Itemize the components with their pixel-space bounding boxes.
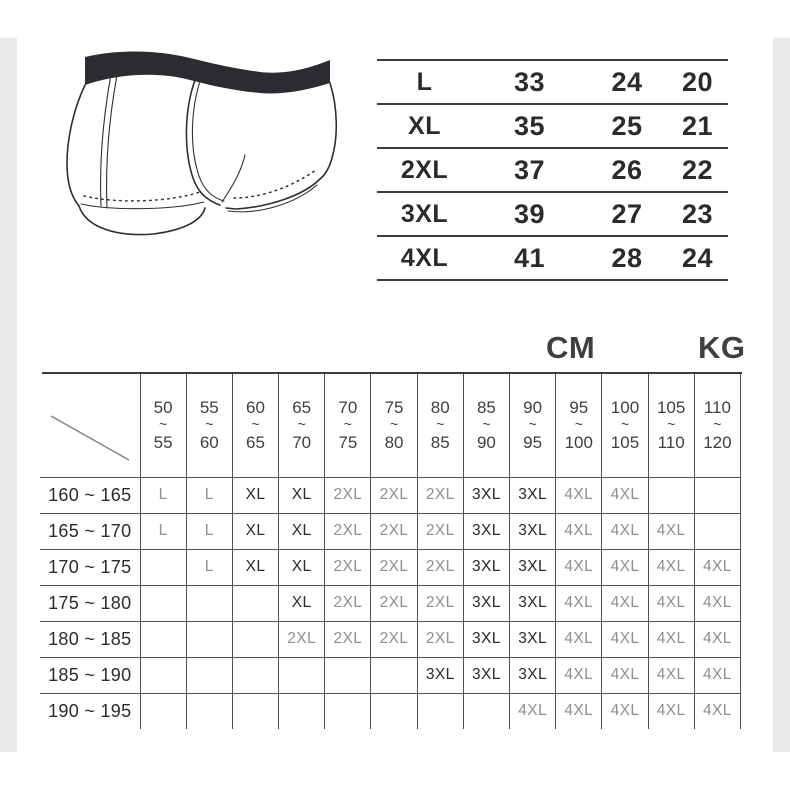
spec-row [377,103,728,147]
spec-value: 37 [513,154,546,185]
matrix-row [40,513,741,549]
size-cell: 4XL [648,657,694,693]
spec-value: 33 [513,66,546,97]
weight-range-header: 100 ~ 105 [602,374,648,477]
size-cell: 2XL [417,585,463,621]
size-cell: 2XL [417,549,463,585]
size-cell: 3XL [510,621,556,657]
diagonal-slash-icon [47,411,133,465]
size-cell: 2XL [371,585,417,621]
size-cell: 4XL [556,477,602,513]
spec-size-label: 4XL [400,243,449,272]
size-cell: 3XL [463,477,509,513]
size-cell: 4XL [694,585,740,621]
matrix-row [40,621,741,657]
empty-cell [694,477,740,513]
size-cell: 2XL [325,585,371,621]
spec-value: 23 [681,198,714,229]
size-cell: 4XL [648,549,694,585]
size-cell: XL [232,477,278,513]
unit-label-kg: KG [698,330,746,365]
size-cell: XL [232,513,278,549]
size-cell: 4XL [602,657,648,693]
weight-range-header: 80 ~ 85 [417,374,463,477]
spec-value: 22 [681,154,714,185]
empty-cell [417,693,463,729]
empty-cell [325,693,371,729]
empty-cell [232,585,278,621]
size-cell: 2XL [371,621,417,657]
size-cell: XL [279,585,325,621]
height-range-label: 180 ~ 185 [40,621,140,657]
size-cell: 4XL [556,621,602,657]
matrix-body [40,477,741,729]
size-cell: 4XL [648,693,694,729]
height-range-label: 185 ~ 190 [40,657,140,693]
size-cell: 3XL [417,657,463,693]
empty-cell [279,693,325,729]
size-cell: XL [279,549,325,585]
size-cell: 3XL [510,585,556,621]
spec-value: 28 [611,242,643,273]
size-cell: 4XL [602,549,648,585]
weight-range-header: 110 ~ 120 [694,374,740,477]
empty-cell [186,621,232,657]
size-cell: 2XL [325,513,371,549]
spec-row [377,59,728,103]
size-cell: 4XL [602,585,648,621]
empty-cell [232,657,278,693]
spec-value: 39 [513,198,546,229]
weight-range-header: 55 ~ 60 [186,374,232,477]
size-cell: 3XL [510,549,556,585]
weight-range-header: 50 ~ 55 [140,374,186,477]
matrix-row [40,693,741,729]
empty-cell [371,693,417,729]
size-cell: 4XL [556,657,602,693]
height-range-label: 165 ~ 170 [40,513,140,549]
size-cell: 4XL [694,621,740,657]
boxer-briefs-sketch-image [58,38,340,250]
size-cell: L [186,477,232,513]
weight-range-header: 65 ~ 70 [279,374,325,477]
height-range-label: 190 ~ 195 [48,700,132,721]
matrix-row [40,549,741,585]
matrix-row [40,477,741,513]
size-cell: 4XL [648,513,694,549]
spec-size-label: 3XL [400,199,449,228]
matrix-header-row [40,374,741,477]
spec-size-label: XL [408,111,441,140]
weight-range-header: 60 ~ 65 [232,374,278,477]
weight-range-header: 95 ~ 100 [556,374,602,477]
empty-cell [232,693,278,729]
size-cell: L [140,477,186,513]
size-cell: 4XL [648,621,694,657]
size-cell: 2XL [417,621,463,657]
empty-cell [371,657,417,693]
right-margin-strip [773,38,790,752]
spec-value: 24 [681,242,714,273]
empty-cell [325,657,371,693]
size-cell: 4XL [602,477,648,513]
empty-cell [463,693,509,729]
matrix-corner-cell [40,374,140,477]
spec-table [377,59,728,281]
size-cell: 4XL [510,693,556,729]
size-cell: 2XL [325,621,371,657]
size-cell: L [140,513,186,549]
size-cell: 4XL [602,621,648,657]
size-cell: 4XL [694,549,740,585]
size-cell: 4XL [648,585,694,621]
spec-size-label: 2XL [400,155,449,184]
spec-value: 20 [681,66,714,97]
weight-range-header: 90 ~ 95 [510,374,556,477]
height-range-label: 175 ~ 180 [40,585,140,621]
size-cell: 4XL [556,585,602,621]
size-cell: 2XL [417,477,463,513]
size-cell: 3XL [510,657,556,693]
weight-range-header: 105 ~ 110 [648,374,694,477]
unit-label-cm: CM [546,330,596,365]
size-cell: 4XL [694,693,740,729]
spec-row [377,235,728,279]
spec-value: 35 [513,110,546,141]
weight-range-header: 85 ~ 90 [463,374,509,477]
spec-value: 21 [681,110,714,141]
size-cell: 3XL [463,585,509,621]
spec-row [377,191,728,235]
size-cell: 3XL [463,657,509,693]
empty-cell [140,621,186,657]
empty-cell [140,693,186,729]
weight-range-header: 75 ~ 80 [371,374,417,477]
matrix-row [40,585,741,621]
height-range-label: 170 ~ 175 [40,549,140,585]
spec-value: 25 [611,110,643,141]
size-cell: 3XL [463,549,509,585]
empty-cell [140,549,186,585]
size-cell: L [186,513,232,549]
empty-cell [140,657,186,693]
size-cell: 3XL [510,477,556,513]
size-cell: 4XL [556,549,602,585]
matrix-row [40,657,741,693]
empty-cell [279,657,325,693]
size-cell: 3XL [463,621,509,657]
size-cell: 2XL [417,513,463,549]
size-cell: XL [232,549,278,585]
empty-cell [140,585,186,621]
size-cell: L [186,549,232,585]
empty-cell [186,657,232,693]
empty-cell [694,513,740,549]
spec-value: 26 [611,154,643,185]
size-cell: 2XL [325,549,371,585]
size-cell: XL [279,477,325,513]
size-cell: 4XL [694,657,740,693]
height-range-label: 160 ~ 165 [40,477,140,513]
size-cell: 2XL [279,621,325,657]
size-matrix-table [40,374,741,729]
size-cell: 2XL [371,549,417,585]
spec-value: 24 [611,66,643,97]
empty-cell [232,621,278,657]
spec-row [377,147,728,191]
size-cell: 4XL [556,513,602,549]
size-cell: 2XL [325,477,371,513]
size-cell: XL [279,513,325,549]
size-cell: 3XL [463,513,509,549]
size-cell: 4XL [602,693,648,729]
empty-cell [186,585,232,621]
left-margin-strip [0,38,17,752]
size-cell: 4XL [556,693,602,729]
waistband-shape [85,51,330,93]
size-cell: 4XL [602,513,648,549]
spec-size-label: L [416,67,433,96]
size-cell: 2XL [371,513,417,549]
empty-cell [186,693,232,729]
spec-value: 41 [513,242,546,273]
size-cell: 2XL [371,477,417,513]
empty-cell [648,477,694,513]
spec-value: 27 [611,198,643,229]
size-cell: 3XL [510,513,556,549]
weight-range-header: 70 ~ 75 [325,374,371,477]
